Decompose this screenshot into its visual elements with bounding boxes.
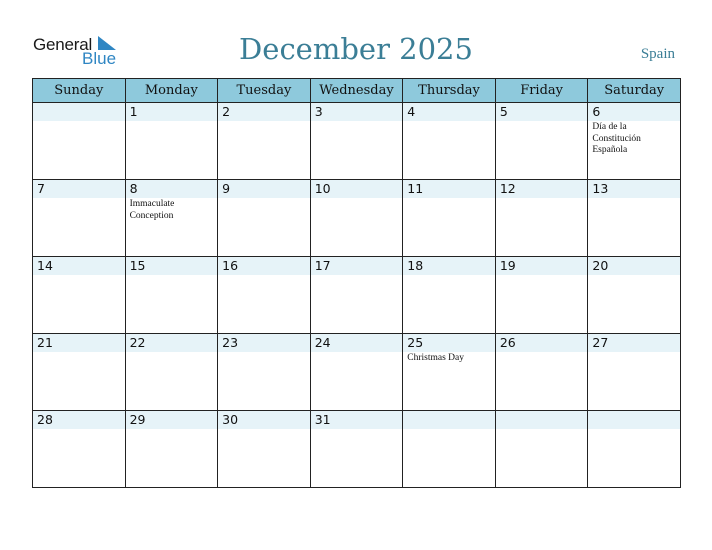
day-number: 6 <box>592 104 601 119</box>
day-cell <box>125 334 218 411</box>
day-cell <box>403 334 496 411</box>
day-number: 17 <box>314 258 331 273</box>
day-number: 16 <box>222 258 239 273</box>
day-cell <box>495 334 588 411</box>
day-cell <box>403 180 496 257</box>
week-row <box>33 257 681 334</box>
day-cell-header-strip <box>126 103 218 121</box>
day-cell-header-strip <box>588 411 680 429</box>
day-number: 23 <box>222 335 239 350</box>
day-cell <box>218 180 311 257</box>
holiday-label: Christmas Day <box>407 353 464 363</box>
day-number: 22 <box>129 335 146 350</box>
day-cell-header-strip <box>403 103 495 121</box>
day-cell <box>403 411 496 488</box>
day-cell <box>495 180 588 257</box>
week-row <box>33 411 681 488</box>
day-number: 26 <box>499 335 516 350</box>
day-cell <box>125 411 218 488</box>
weekday-header-saturday: Saturday <box>588 79 681 103</box>
day-cell-header-strip <box>126 180 218 198</box>
day-cell <box>588 411 681 488</box>
day-number: 12 <box>499 181 516 196</box>
day-cell <box>403 103 496 180</box>
day-cell-header-strip <box>311 103 403 121</box>
day-cell <box>495 257 588 334</box>
day-cell <box>403 257 496 334</box>
day-cell-header-strip <box>33 103 125 121</box>
day-cell <box>495 411 588 488</box>
day-cell-header-strip <box>496 103 588 121</box>
day-cell <box>588 334 681 411</box>
weekday-header-thursday: Thursday <box>403 79 496 103</box>
day-cell-header-strip <box>218 180 310 198</box>
day-number: 30 <box>222 412 239 427</box>
holiday-label: Día de la Constitución Española <box>592 122 641 155</box>
calendar-grid <box>32 78 681 488</box>
day-cell-header-strip <box>588 103 680 121</box>
weekday-header-wednesday: Wednesday <box>310 79 403 103</box>
holiday-label: Immaculate Conception <box>129 199 175 221</box>
day-cell <box>125 180 218 257</box>
day-cell <box>310 257 403 334</box>
day-cell <box>33 257 126 334</box>
day-number: 19 <box>499 258 516 273</box>
day-number: 2 <box>222 104 231 119</box>
weekday-header-tuesday: Tuesday <box>218 79 311 103</box>
day-cell-header-strip <box>218 103 310 121</box>
day-cell <box>33 411 126 488</box>
day-cell <box>218 103 311 180</box>
calendar-body <box>33 103 681 488</box>
day-cell <box>310 411 403 488</box>
week-row <box>33 180 681 257</box>
day-cell <box>588 257 681 334</box>
week-row <box>33 334 681 411</box>
logo-text-general: General <box>33 35 93 54</box>
weekday-header-sunday: Sunday <box>33 79 126 103</box>
weekday-header-row <box>33 79 681 103</box>
day-cell-header-strip <box>496 411 588 429</box>
weekday-header-monday: Monday <box>125 79 218 103</box>
day-number: 14 <box>37 258 53 273</box>
day-cell <box>33 103 126 180</box>
day-number: 3 <box>314 104 323 119</box>
day-number: 18 <box>407 258 424 273</box>
day-number: 29 <box>129 412 146 427</box>
day-number: 9 <box>222 181 231 196</box>
day-number: 13 <box>592 181 609 196</box>
calendar-title: December 2025 <box>239 32 473 66</box>
day-cell <box>218 411 311 488</box>
day-number: 25 <box>407 335 424 350</box>
day-cell <box>310 103 403 180</box>
day-cell-header-strip <box>403 411 495 429</box>
day-number: 4 <box>407 104 416 119</box>
day-number: 28 <box>37 412 53 427</box>
day-cell <box>125 103 218 180</box>
country-label: Spain <box>640 46 675 62</box>
day-number: 1 <box>129 104 138 119</box>
day-cell-header-strip <box>33 180 125 198</box>
day-cell <box>588 103 681 180</box>
day-number: 31 <box>314 412 331 427</box>
day-cell <box>33 334 126 411</box>
day-number: 21 <box>37 335 53 350</box>
day-number: 7 <box>37 181 45 196</box>
day-number: 10 <box>314 181 331 196</box>
day-number: 24 <box>314 335 331 350</box>
day-cell <box>218 257 311 334</box>
day-number: 27 <box>592 335 609 350</box>
day-number: 11 <box>407 181 424 196</box>
day-number: 15 <box>129 258 146 273</box>
day-cell <box>310 334 403 411</box>
logo-text-blue: Blue <box>82 49 117 68</box>
day-number: 5 <box>499 104 508 119</box>
day-cell <box>218 334 311 411</box>
day-cell <box>310 180 403 257</box>
day-number: 20 <box>592 258 609 273</box>
day-cell <box>495 103 588 180</box>
day-cell <box>125 257 218 334</box>
weekday-header-friday: Friday <box>495 79 588 103</box>
day-cell <box>588 180 681 257</box>
day-number: 8 <box>129 181 138 196</box>
week-row <box>33 103 681 180</box>
day-cell <box>33 180 126 257</box>
